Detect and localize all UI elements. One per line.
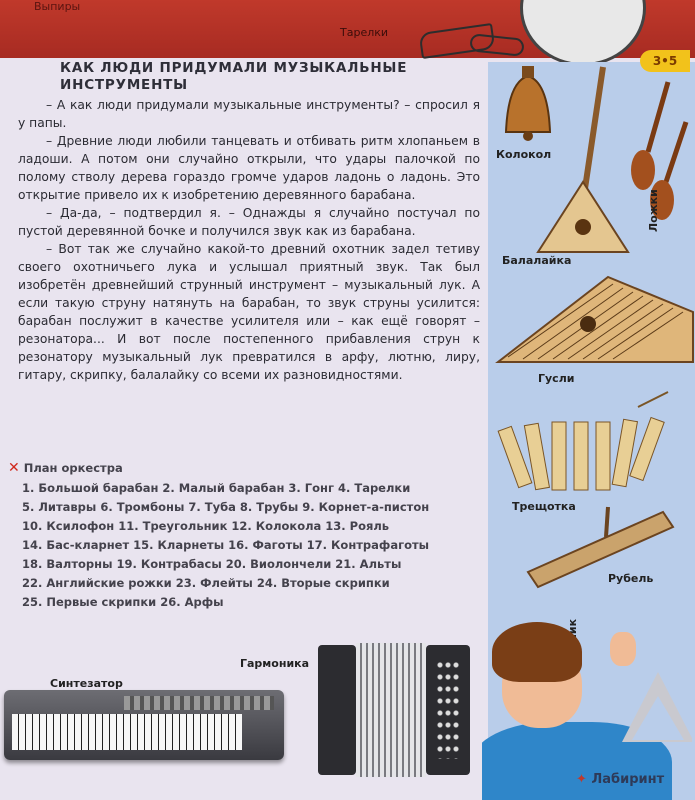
triangle-inner <box>632 696 684 740</box>
orchestra-plan-line: 22. Английские рожки 23. Флейты 24. Вторые скрипки <box>22 576 390 590</box>
accordion-icon <box>318 635 473 785</box>
article <box>18 60 480 384</box>
balalaika-label: Балалайка <box>502 254 572 267</box>
corner-label: Выпиры <box>34 0 81 13</box>
top-illustration-band <box>0 0 695 58</box>
accordion-right-panel <box>426 645 470 775</box>
orchestra-plan-list <box>8 479 478 612</box>
gusli-label: Гусли <box>538 372 575 385</box>
orchestra-plan-title: План оркестра <box>23 461 123 475</box>
spoons-label: Ложки <box>647 189 660 232</box>
orchestra-plan-line: 1. Большой барабан 2. Малый барабан 3. Гонг 4. Тарелки <box>22 481 411 495</box>
side-instruments-illustration <box>488 62 695 622</box>
bell-icon <box>506 66 550 141</box>
article-paragraph: – Древние люди любили танцевать и отбивать ритм хлопаньем в ладоши. А потом они случайно открыли, что удары палочкой по полому стволу дерева гораздо громче ударов ладонь о ладонь. Это открытие привело их к изобретению деревянного барабана. <box>18 134 480 202</box>
labyrinth-logo-icon: ✦ <box>576 772 587 787</box>
orchestra-plan-line: 14. Бас-кларнет 15. Кларнеты 16. Фаготы 17. Контрафаготы <box>22 538 430 552</box>
synth-control-panel <box>124 696 274 710</box>
gusli-icon <box>498 277 693 362</box>
treshchotka-icon <box>498 392 668 490</box>
synthesizer-label: Синтезатор <box>50 677 123 690</box>
orchestra-plan-line: 5. Литавры 6. Тромбоны 7. Туба 8. Трубы 9. Корнет-а-пистон <box>22 500 430 514</box>
orchestra-plan-line: 25. Первые скрипки 26. Арфы <box>22 595 224 609</box>
boy-hand <box>610 632 636 666</box>
article-paragraph: – Вот так же случайно какой-то древний охотник задел тетиву своего охотничьего лука и услышал приятный звук. Так был изобретён древнейший струнный инструмент – музыкальный лук. А если такую струну натянуть на барабан, то звук струны усилится: барабан послужит в качестве усилителя или – как ещё говорят – резонатора... И вот после постепенного прибавления струн к резонатору музыкальный лук превратился в арфу, лютню, лиру, гитару, скрипку, балалайку со всеми их разновидностями. <box>18 242 480 382</box>
watermark <box>576 772 664 787</box>
cross-marker-icon: ✕ <box>8 460 20 476</box>
accordion-left-panel <box>318 645 356 775</box>
orchestra-plan-line: 18. Валторны 19. Контрабасы 20. Виолончели 21. Альты <box>22 557 402 571</box>
treshchotka-label: Трещотка <box>512 500 576 513</box>
mallet-icon <box>469 33 525 57</box>
accordion-bellows <box>356 643 426 777</box>
accordion-label: Гармоника <box>240 657 310 670</box>
boy-hair <box>492 622 582 682</box>
page-number-badge: 3•5 <box>640 50 690 72</box>
drum-icon <box>520 0 646 66</box>
article-paragraph: – А как люди придумали музыкальные инструменты? – спросил я у папы. <box>18 98 480 130</box>
article-title: КАК ЛЮДИ ПРИДУМАЛИ МУЗЫКАЛЬНЫЕ ИНСТРУМЕНТЫ <box>60 60 408 93</box>
balalaika-icon <box>538 67 628 252</box>
orchestra-plan-heading <box>8 460 478 476</box>
watermark-text: Лабиринт <box>591 772 665 787</box>
bell-label: Колокол <box>496 148 552 161</box>
synth-keyboard <box>12 714 242 750</box>
synthesizer-icon <box>4 690 284 760</box>
plates-label: Тарелки <box>340 26 389 39</box>
article-paragraph: – Да-да, – подтвердил я. – Однажды я случайно постучал по пустой деревянной бочке и получился звук как из барабана. <box>18 206 480 238</box>
orchestra-plan <box>8 460 478 612</box>
orchestra-plan-line: 10. Ксилофон 11. Треугольник 12. Колокола 13. Рояль <box>22 519 390 533</box>
rubel-label: Рубель <box>608 572 654 585</box>
